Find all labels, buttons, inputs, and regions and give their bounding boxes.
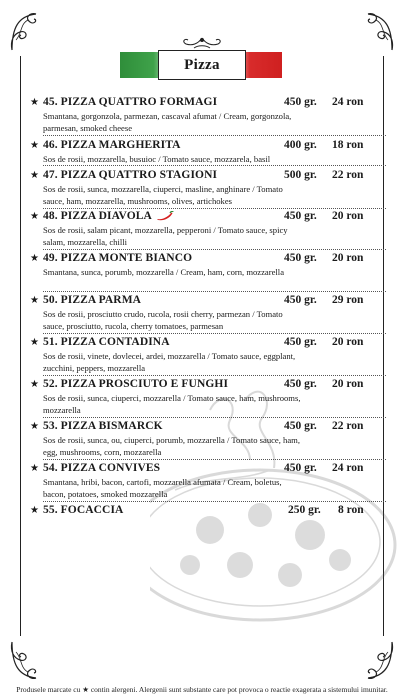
allergen-star-icon: ★ <box>30 170 39 181</box>
item-weight: 450 gr. <box>284 378 317 390</box>
item-name: 53. PIZZA BISMARCK <box>43 420 163 432</box>
item-name: 45. PIZZA QUATTRO FORMAGI <box>43 96 218 108</box>
item-description: Sos de rosii, sunca, ou, ciuperci, porumb, mozzarella / Tomato sauce, ham, egg, mushrooms, corn, mozzarella <box>43 435 300 457</box>
dotted-divider <box>43 291 386 292</box>
item-weight: 450 gr. <box>284 462 317 474</box>
allergen-star-icon: ★ <box>30 505 39 516</box>
item-description: Sos de rosii, sunca, mozzarella, ciuperci, masline, anghinare / Tomato sauce, ham, mozzarella, mushrooms, olives, artichokes <box>43 184 283 206</box>
dotted-divider <box>43 501 386 502</box>
dotted-divider <box>43 375 386 376</box>
item-description: Sos de rosii, prosciutto crudo, rucola, rosii cherry, parmezan / Tomato sauce, prosciutto, rucola, cherry tomatoes, parmesan <box>43 309 283 331</box>
allergen-star-icon: ★ <box>30 140 39 151</box>
item-price: 8 ron <box>338 504 364 516</box>
item-description: Sos de rosii, sunca, ciuperci, mozzarella / Tomato sauce, ham, mushrooms, mozzarella <box>43 393 301 415</box>
item-name: 50. PIZZA PARMA <box>43 294 142 306</box>
item-price: 29 ron <box>332 294 364 306</box>
allergen-star-icon: ★ <box>30 421 39 432</box>
allergen-star-icon: ★ <box>30 463 39 474</box>
item-price: 20 ron <box>332 210 364 222</box>
dotted-divider <box>43 417 386 418</box>
item-price: 18 ron <box>332 139 364 151</box>
corner-ornament-icon <box>8 640 50 682</box>
item-description: Smantana, sunca, porumb, mozzarella / Cream, ham, corn, mozzarella <box>43 267 285 277</box>
dotted-divider <box>43 165 386 166</box>
item-price: 24 ron <box>332 462 364 474</box>
allergen-star-icon: ★ <box>30 97 39 108</box>
allergen-star-icon: ★ <box>30 295 39 306</box>
item-name: 51. PIZZA CONTADINA <box>43 336 170 348</box>
item-name: 55. FOCACCIA <box>43 504 124 516</box>
allergen-footnote: Produsele marcate cu ★ contin alergeni. Alergenii sunt substante care pot provoca o reactie exagerata a sistemului imunitar. <box>16 685 388 694</box>
item-name: 47. PIZZA QUATTRO STAGIONI <box>43 169 218 181</box>
item-name <box>43 210 174 222</box>
dotted-divider <box>43 333 386 334</box>
item-description: Sos de rosii, vinete, dovlecei, ardei, mozzarella / Tomato sauce, eggplant, zucchini, peppers, mozzarella <box>43 351 296 373</box>
item-price: 24 ron <box>332 96 364 108</box>
dotted-divider <box>43 208 386 209</box>
item-price: 22 ron <box>332 169 364 181</box>
allergen-star-icon: ★ <box>30 211 39 222</box>
item-weight: 450 gr. <box>284 252 317 264</box>
item-name: 46. PIZZA MARGHERITA <box>43 139 181 151</box>
page-title: Pizza <box>158 50 246 80</box>
item-weight: 450 gr. <box>284 294 317 306</box>
allergen-star-icon: ★ <box>30 253 39 264</box>
item-name: 49. PIZZA MONTE BIANCO <box>43 252 193 264</box>
header-flourish-icon <box>162 36 242 50</box>
item-description: Sos de rosii, salam picant, mozzarella, pepperoni / Tomato sauce, spicy salam, mozzarella, chilli <box>43 225 288 247</box>
item-name: 54. PIZZA CONVIVES <box>43 462 161 474</box>
item-weight: 400 gr. <box>284 139 317 151</box>
item-weight: 250 gr. <box>288 504 321 516</box>
chili-pepper-icon <box>156 211 174 221</box>
item-weight: 450 gr. <box>284 96 317 108</box>
item-price: 20 ron <box>332 378 364 390</box>
item-weight: 450 gr. <box>284 336 317 348</box>
item-name: 52. PIZZA PROSCIUTO E FUNGHI <box>43 378 229 390</box>
item-price: 20 ron <box>332 336 364 348</box>
item-price: 22 ron <box>332 420 364 432</box>
item-weight: 500 gr. <box>284 169 317 181</box>
frame-left-line <box>20 56 21 636</box>
allergen-star-icon: ★ <box>30 379 39 390</box>
dotted-divider <box>43 459 386 460</box>
item-price: 20 ron <box>332 252 364 264</box>
item-name-text: 48. PIZZA DIAVOLA <box>43 210 152 222</box>
dotted-divider <box>43 135 386 136</box>
allergen-star-icon: ★ <box>30 337 39 348</box>
item-description: Sos de rosii, mozzarella, busuioc / Tomato sauce, mozzarela, basil <box>43 154 271 164</box>
item-weight: 450 gr. <box>284 420 317 432</box>
dotted-divider <box>43 249 386 250</box>
menu-header <box>0 0 404 90</box>
item-weight: 450 gr. <box>284 210 317 222</box>
item-description: Smantana, gorgonzola, parmezan, cascaval afumat / Cream, gorgonzola, parmesan, smoked cheese <box>43 111 292 133</box>
item-description: Smantana, hribi, bacon, cartofi, mozzarella afumata / Cream, boletus, bacon, potatoes, smoked mozzarella <box>43 477 282 499</box>
corner-ornament-icon <box>354 640 396 682</box>
